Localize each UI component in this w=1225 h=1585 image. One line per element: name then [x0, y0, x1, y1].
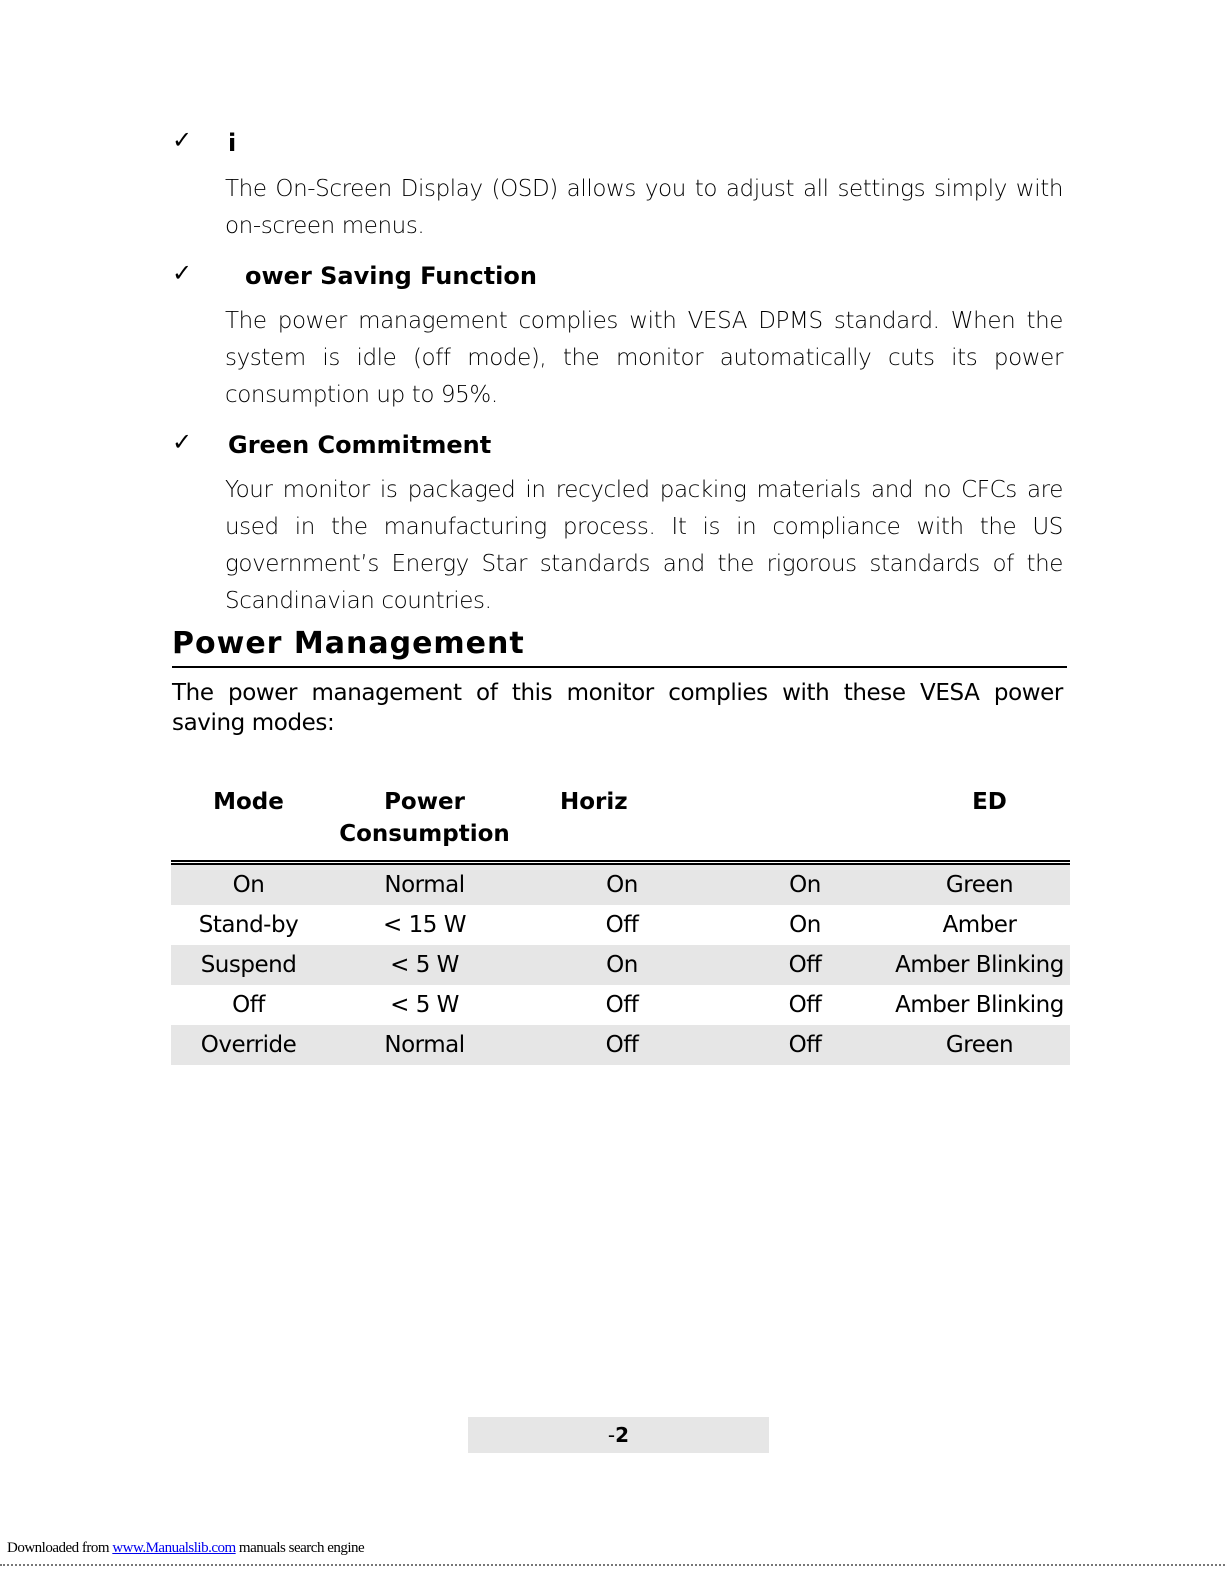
feature-title: Green Commitment — [228, 431, 492, 459]
table-cell: Off — [523, 1025, 721, 1065]
footer-suffix: manuals search engine — [235, 1540, 365, 1556]
table-cell: < 5 W — [390, 992, 459, 1018]
download-footer — [7, 1540, 364, 1557]
page-number-prefix: - — [607, 1423, 616, 1447]
checkmark-icon: ✓ — [172, 259, 193, 287]
table-cell: Green — [889, 863, 1070, 906]
table-cell: Override — [171, 1025, 326, 1065]
column-header-vert — [721, 786, 889, 863]
table-row — [171, 1025, 1070, 1065]
table-cell: Stand-by — [198, 912, 299, 938]
table-cell: Normal — [326, 1025, 523, 1065]
feature-body: The power management complies with VESA DPMS standard. When the system is idle (off mode), the monitor automatically cuts its power consumption up to 95%. — [225, 308, 1063, 408]
footer-prefix: Downloaded from — [7, 1540, 113, 1556]
table-cell: On — [523, 945, 721, 985]
section-title: Power Management — [172, 626, 1067, 668]
table-cell: On — [171, 863, 326, 906]
table-cell: Amber — [942, 912, 1017, 938]
table-cell: Green — [889, 1025, 1070, 1065]
table-row — [171, 863, 1070, 906]
manualslib-link[interactable]: www.Manualslib.com — [112, 1540, 236, 1556]
column-header-led: ED — [889, 786, 1070, 863]
table-cell: Normal — [326, 863, 523, 906]
table-cell: Amber Blinking — [895, 992, 1064, 1018]
footer-divider — [0, 1564, 1225, 1566]
table-cell: Off — [721, 945, 889, 985]
page-number — [468, 1417, 769, 1453]
checkmark-icon: ✓ — [172, 428, 193, 456]
table-row — [171, 945, 1070, 985]
table-cell: Suspend — [171, 945, 326, 985]
table-cell: On — [721, 863, 889, 906]
power-modes-table — [171, 786, 1070, 1065]
table-cell: Off — [232, 992, 265, 1018]
table-cell: Amber Blinking — [889, 945, 1070, 985]
checkmark-icon: ✓ — [172, 126, 193, 154]
feature-title: ower Saving Function — [245, 262, 537, 290]
page-number-value: 2 — [615, 1423, 630, 1447]
feature-title: i — [228, 129, 237, 157]
table-cell: < 15 W — [383, 912, 466, 938]
table-cell: On — [789, 912, 821, 938]
section-intro: The power management of this monitor complies with these VESA power saving modes: — [172, 680, 1063, 736]
table-cell: Off — [721, 1025, 889, 1065]
table-cell: Off — [788, 992, 822, 1018]
feature-body: The On-Screen Display (OSD) allows you to adjust all settings simply with on-screen menus. — [225, 176, 1063, 239]
column-header-horiz: Horiz — [523, 786, 721, 863]
table-row — [171, 985, 1070, 1025]
table-cell: Off — [605, 992, 639, 1018]
feature-body: Your monitor is packaged in recycled packing materials and no CFCs are used in the manufacturing process. It is in compliance with the US government’s Energy Star standards and the rigorous standards of the Scandinavian countries. — [225, 477, 1063, 614]
table-cell: On — [523, 863, 721, 906]
table-row — [171, 905, 1070, 945]
column-header-mode: Mode — [171, 786, 326, 863]
column-header-power: Power Consumption — [326, 786, 523, 863]
table-cell: < 5 W — [326, 945, 523, 985]
table-header-row — [171, 786, 1070, 863]
table-cell: Off — [605, 912, 639, 938]
